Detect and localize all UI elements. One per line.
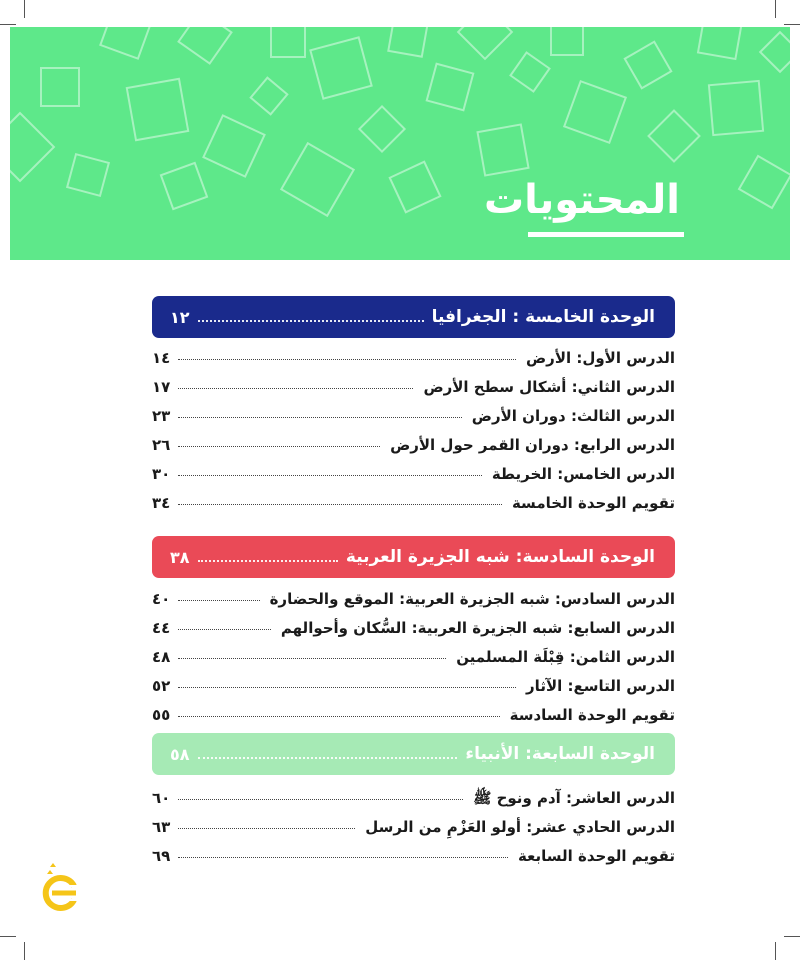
dot-leader bbox=[178, 799, 463, 800]
lesson-title: الدرس الخامس: الخريطة bbox=[491, 465, 675, 483]
unit-page: ٥٨ bbox=[170, 744, 190, 764]
lesson-page: ٢٦ bbox=[152, 436, 171, 454]
lesson-row bbox=[152, 789, 675, 818]
crop-mark bbox=[784, 936, 800, 937]
unit-page: ١٢ bbox=[170, 307, 190, 327]
lesson-row bbox=[152, 494, 675, 523]
lesson-title: الدرس الثامن: قِبْلَة المسلمين bbox=[456, 648, 675, 666]
unit-six-header bbox=[152, 536, 675, 578]
decorative-square bbox=[280, 142, 355, 217]
decorative-square bbox=[647, 109, 701, 163]
dot-leader bbox=[178, 417, 462, 418]
lesson-page: ٤٠ bbox=[152, 590, 171, 608]
unit-five-header bbox=[152, 296, 675, 338]
lesson-title: تقويم الوحدة الخامسة bbox=[511, 494, 675, 512]
crop-mark bbox=[24, 0, 25, 18]
lesson-page: ٣٠ bbox=[152, 465, 171, 483]
lesson-page: ٦٣ bbox=[152, 818, 171, 836]
lesson-row bbox=[152, 349, 675, 378]
decorative-square bbox=[126, 78, 190, 142]
unit-seven-lessons bbox=[152, 789, 675, 876]
lesson-row bbox=[152, 619, 675, 648]
decorative-square bbox=[388, 160, 441, 213]
decorative-square bbox=[476, 123, 529, 176]
decorative-square bbox=[509, 51, 551, 93]
publisher-logo-icon bbox=[40, 862, 86, 912]
dot-leader bbox=[178, 828, 355, 829]
lesson-page: ٥٥ bbox=[152, 706, 171, 724]
decorative-square bbox=[160, 162, 209, 211]
lesson-page: ٦٠ bbox=[152, 789, 171, 807]
dot-leader bbox=[178, 475, 482, 476]
lesson-page: ٢٣ bbox=[152, 407, 171, 425]
decorative-square bbox=[457, 27, 514, 60]
lesson-title: الدرس السابع: شبه الجزيرة العربية: السُّكان وأحوالهم bbox=[280, 619, 675, 637]
dot-leader bbox=[178, 716, 500, 717]
dot-leader bbox=[178, 687, 516, 688]
decorative-square bbox=[426, 63, 475, 112]
lesson-title: الدرس العاشر: آدم ونوح ﷺ bbox=[473, 789, 675, 807]
lesson-title: الدرس السادس: شبه الجزيرة العربية: الموقع والحضارة bbox=[269, 590, 675, 608]
lesson-title: الدرس الحادي عشر: أولو العَزْمِ من الرسل bbox=[365, 818, 675, 836]
decorative-square bbox=[309, 36, 373, 100]
decorative-square bbox=[550, 27, 584, 56]
dot-leader bbox=[178, 658, 446, 659]
unit-title: الوحدة الخامسة : الجغرافيا bbox=[431, 307, 655, 327]
dot-leader bbox=[178, 629, 271, 630]
crop-mark bbox=[24, 942, 25, 960]
lesson-title: الدرس الثالث: دوران الأرض bbox=[471, 407, 675, 425]
decorative-square bbox=[697, 27, 743, 60]
lesson-row bbox=[152, 436, 675, 465]
lesson-page: ٦٩ bbox=[152, 847, 171, 865]
decorative-square bbox=[177, 27, 233, 65]
dot-leader bbox=[178, 600, 260, 601]
page-title: المحتويات bbox=[483, 177, 680, 223]
decorative-square bbox=[66, 153, 110, 197]
unit-six-lessons bbox=[152, 590, 675, 735]
lesson-page: ٣٤ bbox=[152, 494, 171, 512]
unit-seven-header bbox=[152, 733, 675, 775]
decorative-square bbox=[387, 27, 429, 58]
decorative-square bbox=[623, 40, 672, 89]
decorative-square bbox=[708, 80, 764, 136]
lesson-row bbox=[152, 818, 675, 847]
decorative-square bbox=[40, 67, 80, 107]
lesson-row bbox=[152, 706, 675, 735]
decorative-square bbox=[563, 80, 627, 144]
lesson-title: الدرس الثاني: أشكال سطح الأرض bbox=[423, 378, 675, 396]
dot-leader bbox=[178, 504, 502, 505]
unit-page: ٣٨ bbox=[170, 547, 190, 567]
lesson-title: الدرس الرابع: دوران القمر حول الأرض bbox=[390, 436, 675, 454]
decorative-square bbox=[99, 27, 153, 60]
decorative-square bbox=[738, 155, 790, 210]
lesson-row bbox=[152, 590, 675, 619]
dot-leader bbox=[178, 388, 413, 389]
decorative-square bbox=[249, 76, 288, 115]
decorative-square bbox=[759, 31, 790, 73]
lesson-title: تقويم الوحدة السابعة bbox=[517, 847, 675, 865]
lesson-title: الدرس الأول: الأرض bbox=[526, 349, 675, 367]
lesson-title: تقويم الوحدة السادسة bbox=[509, 706, 675, 724]
lesson-page: ١٧ bbox=[152, 378, 171, 396]
decorative-square bbox=[202, 114, 266, 178]
lesson-page: ٤٤ bbox=[152, 619, 171, 637]
title-underline bbox=[528, 232, 684, 237]
decorative-square bbox=[358, 105, 406, 153]
crop-mark bbox=[775, 0, 776, 18]
dot-leader bbox=[198, 552, 338, 562]
decorative-square bbox=[270, 27, 306, 58]
unit-title: الوحدة السادسة: شبه الجزيرة العربية bbox=[345, 547, 655, 567]
dot-leader bbox=[198, 749, 458, 759]
lesson-page: ٥٢ bbox=[152, 677, 171, 695]
crop-mark bbox=[0, 936, 16, 937]
lesson-row bbox=[152, 677, 675, 706]
crop-mark bbox=[784, 24, 800, 25]
lesson-row bbox=[152, 847, 675, 876]
unit-five-lessons bbox=[152, 349, 675, 523]
lesson-title: الدرس التاسع: الآثار bbox=[526, 677, 675, 695]
crop-mark bbox=[0, 24, 16, 25]
lesson-page: ٤٨ bbox=[152, 648, 171, 666]
dot-leader bbox=[178, 359, 516, 360]
dot-leader bbox=[178, 857, 508, 858]
lesson-row bbox=[152, 407, 675, 436]
decorative-square bbox=[10, 112, 55, 183]
dot-leader bbox=[198, 312, 424, 322]
lesson-page: ١٤ bbox=[152, 349, 171, 367]
lesson-row bbox=[152, 378, 675, 407]
lesson-row bbox=[152, 465, 675, 494]
header-banner bbox=[10, 27, 790, 260]
lesson-row bbox=[152, 648, 675, 677]
unit-title: الوحدة السابعة: الأنبياء bbox=[465, 744, 655, 764]
crop-mark bbox=[775, 942, 776, 960]
dot-leader bbox=[178, 446, 380, 447]
